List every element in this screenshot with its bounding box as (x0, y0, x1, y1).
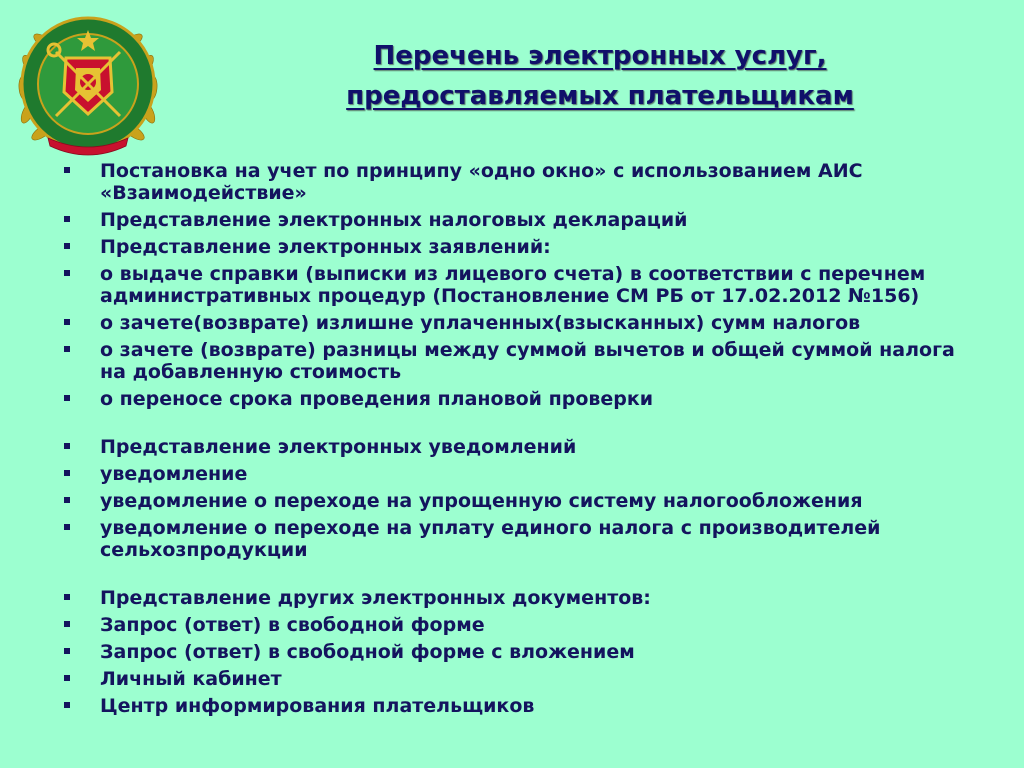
list-item (58, 236, 958, 258)
list-item-text: Личный кабинет (100, 668, 282, 690)
square-bullet-icon (64, 319, 70, 325)
square-bullet-icon (64, 524, 70, 530)
square-bullet-icon (64, 346, 70, 352)
list-item-text: Представление электронных налоговых деклараций (100, 209, 688, 231)
list-item-text: о выдаче справки (выписки из лицевого счета) в соответствии с перечнем административных процедур (Постановление СМ РБ от 17.02.2012 №156) (100, 263, 926, 307)
list-item-text: Постановка на учет по принципу «одно окно» с использованием АИС «Взаимодействие» (100, 160, 863, 204)
list-item-text: уведомление (100, 463, 248, 485)
list-item (58, 490, 958, 512)
list-item-text: Представление электронных заявлений: (100, 236, 551, 258)
square-bullet-icon (64, 497, 70, 503)
title-line-1: Перечень электронных услуг, (373, 41, 827, 71)
list-item-text: о зачете (возврате) разницы между суммой вычетов и общей суммой налога на добавленную стоимость (100, 339, 955, 383)
list-item (58, 209, 958, 231)
list-item (58, 463, 958, 485)
list-item (58, 587, 958, 609)
list-item-text: Представление других электронных документов: (100, 587, 651, 609)
square-bullet-icon (64, 648, 70, 654)
square-bullet-icon (64, 243, 70, 249)
list-item (58, 312, 958, 334)
list-item (58, 160, 958, 204)
list-item-text: Запрос (ответ) в свободной форме с вложением (100, 641, 635, 663)
square-bullet-icon (64, 621, 70, 627)
list-item-text: уведомление о переходе на уплату единого налога с производителей сельхозпродукции (100, 517, 881, 561)
list-item-text: Запрос (ответ) в свободной форме (100, 614, 485, 636)
list-item (58, 641, 958, 663)
list-item (58, 517, 958, 561)
list-item (58, 614, 958, 636)
square-bullet-icon (64, 395, 70, 401)
list-item-text: уведомление о переходе на упрощенную систему налогообложения (100, 490, 863, 512)
square-bullet-icon (64, 443, 70, 449)
page-title (200, 36, 1000, 116)
square-bullet-icon (64, 594, 70, 600)
list-item (58, 339, 958, 383)
services-list (58, 160, 958, 722)
list-item-text: о переносе срока проведения плановой проверки (100, 388, 654, 410)
square-bullet-icon (64, 270, 70, 276)
square-bullet-icon (64, 702, 70, 708)
square-bullet-icon (64, 470, 70, 476)
square-bullet-icon (64, 216, 70, 222)
list-item (58, 668, 958, 690)
list-item (58, 436, 958, 458)
square-bullet-icon (64, 675, 70, 681)
list-item (58, 388, 958, 410)
ministry-emblem-icon (8, 6, 168, 161)
list-item (58, 695, 958, 717)
list-item-text: Центр информирования плательщиков (100, 695, 535, 717)
title-line-2: предоставляемых плательщикам (346, 81, 854, 111)
square-bullet-icon (64, 167, 70, 173)
list-item-text: о зачете(возврате) излишне уплаченных(взысканных) сумм налогов (100, 312, 861, 334)
list-item-text: Представление электронных уведомлений (100, 436, 577, 458)
list-item (58, 263, 958, 307)
